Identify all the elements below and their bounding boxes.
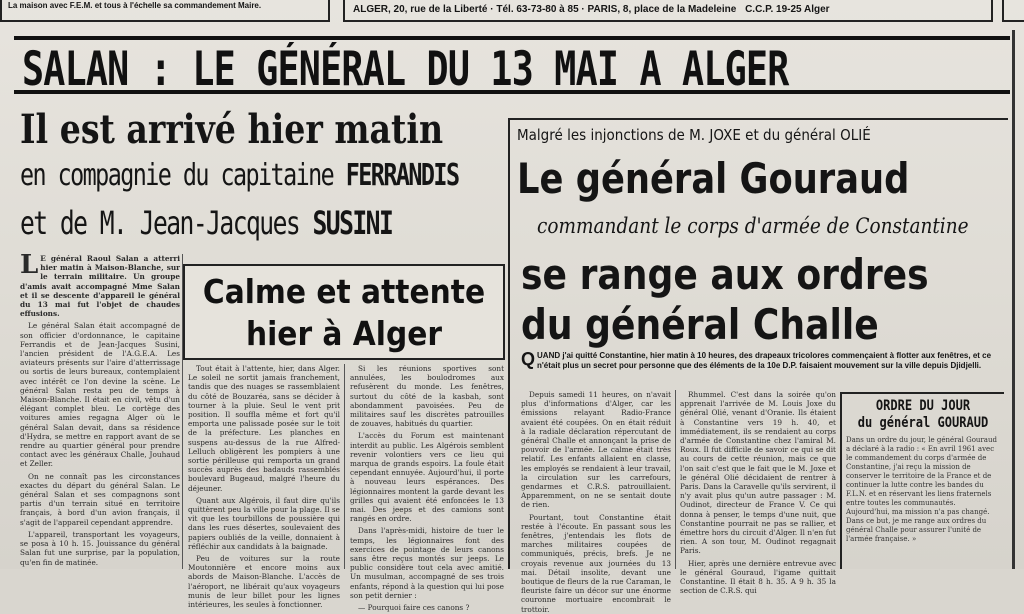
calme-headline-line-2: hier à Alger [245, 314, 443, 353]
banner-headline: SALAN : LE GÉNÉRAL DU 13 MAI A ALGER [22, 42, 789, 97]
calme-column-2 [350, 364, 504, 613]
banner-headline-box [14, 36, 1010, 97]
gouraud-lead [521, 351, 1005, 387]
calme-paragraph: L'accès du Forum est maintenant interdit au public. Les Algérois semblent revenir volontiers vers ce lieu qui marqua de grands espoirs. La foule était cependant ennuyée. Aujourd'hui, il porte à nouveau leurs espérances. Des légionnaires montent la garde devant les grilles qui avaient été enfoncées le 13 mai. Des jeeps et des camions sont rangés en ordre. [350, 431, 504, 524]
gouraud-column-1 [521, 390, 671, 614]
gouraud-column-2 [680, 390, 836, 596]
left-headline-line-3 [20, 204, 392, 242]
page-edge-rule [1012, 30, 1015, 569]
ordre-du-jour-body: Dans un ordre du jour, le général Gouraud a déclaré à la radio : « En avril 1961 avec le commandement du corps d'armée de Constantine, j'ai reçu la mission de conserver le territoire de la France et de continuer la lutte contre les bandes du F.L.N. et en réservant les liens fraternels entre toutes les communautés. Aujourd'hui, ma mission n'a pas changé. Dans ce but, je me range aux ordres du général Challe pour assurer l'unité de l'armée française. » [846, 436, 997, 543]
gouraud-paragraph: Depuis samedi 11 heures, on n'avait plus d'informations d'Alger, car les émissions relayant Radio-France avaient été coupées. On en était réduit à la radiale déclaration répercutant de général Challe et annonçant la prise de pouvoir de l'armée. Le calme était très relatif. Les enfants allaient en classe, les employés se rendaient à leur travail, la circulation sur les carrefours, gendarmes et C.R.S. patrouillaient. Apparemment, on ne se sentait doute de rien. [521, 390, 671, 510]
gouraud-headline-line-2: du général Challe [521, 300, 879, 349]
left-paragraph: L'appareil, transportant les voyageurs, se posa à 10 h. 15. Jouissance du général Salan fut une surprise, par la population, qu'en fin de matinée. [20, 529, 180, 567]
masthead-strip [0, 0, 1024, 30]
column-rule [344, 364, 345, 569]
left-headline-3-text: et de M. Jean-Jacques [20, 204, 313, 242]
left-headline-line-1: Il est arrivé hier matin [20, 106, 444, 153]
masthead-address [343, 0, 993, 22]
left-headline-3-name: SUSINI [312, 204, 393, 242]
ordre-title-line-1: ORDRE DU JOUR [875, 398, 971, 414]
gouraud-paragraph: Pourtant, tout Constantine était restée à l'écoute. En passant sous les fenêtres, j'entendais les flots de marches militaires coupées de communiqués, précis, brefs. Je ne croyais revenue aux journées du 13 mai. Détail insolite, devant une boutique de fleurs de la rue Caraman, le fleuriste faire un décor sur une énorme couronne mortuaire encombrait le trottoir. [521, 512, 671, 614]
left-paragraph: On ne connaît pas les circonstances exactes du départ du général Salan. Le général Salan et ses compagnons sont partis d'un terrain situé en territoire français, à bord d'un avion français, il s'agit de l'appareil cependant apprendre. [20, 471, 180, 527]
calme-paragraph: Si les réunions sportives sont annulées, les boulodromes aux refusèrent du monde. Les fenêtres, surtout du côté de la kasbah, sont abondamment pavoisées. Peu de militaires sauf les discrètes patrouilles de zouaves, habitués du quartier. [350, 364, 504, 429]
calme-column-1 [188, 364, 340, 610]
gouraud-subtitle: commandant le corps d'armée de Constantine [537, 214, 969, 238]
gouraud-kicker: Malgré les injonctions de M. JOXE et du général OLIÉ [517, 126, 871, 144]
left-paragraph: Le général Salan était accompagné de son officier d'ordonnance, le capitaine Ferrandis et de Jean-Jacques Susini, l'ancien président de l'A.G.E.A. Les aviateurs présents sur l'aire d'atterrissage ou sortis de leurs bureaux, contemplaient avec intérêt ce l'on devine la scène. Le général Salan resta peu de temps à Maison-Blanche. Il était en civil, vêtu d'un élégant complet bleu. Le cortège des voitures amies regagna Alger où le général Salan devait, dans sa résidence d'Hydra, se mettre en rapport avant de se rendre au quartier général pour prendre contact avec les généraux Challe, Jouhaud et Zeller. [20, 321, 180, 469]
masthead-address-text: ALGER, 20, rue de la Liberté · Tél. 63-73-80 à 85 · PARIS, 8, place de la Madeleine [353, 4, 737, 15]
masthead-left-text: La maison avec F.E.M. et tous à l'échelle sa commandement Maire. [0, 0, 330, 22]
ordre-title-line-2: du général GOURAUD [857, 415, 989, 431]
calme-paragraph: Dans l'après-midi, histoire de tuer le temps, les légionnaires font des exercices de pointage de leurs canons sans être reçus montés sur jeeps. Le public considère tout cela avec amitié. Un musulman, accompagné de ses trois enfants, répond à la question qui lui pose son petit dernier : [350, 526, 504, 600]
gouraud-drop-cap: Q [521, 349, 536, 369]
left-article-body [20, 250, 180, 569]
masthead-corner-box [1002, 0, 1024, 22]
left-lead-text: E général Raoul Salan a atterri hier matin à Maison-Blanche, sur le terrain militaire. Un groupe d'amis avait accompagné Mme Salan et il se descente d'appareil le général du 13 mai fut l'objet de chaudes effusions. [20, 254, 180, 319]
calme-paragraph: — Pourquoi faire ces canons ? [358, 603, 470, 613]
gouraud-paragraph: Hier, après une dernière entrevue avec le général Gouraud, l'igame quittait Constantine. Il était 8 h. 35. A 9 h. 35 la section de C.R.S. qui [680, 558, 836, 596]
calme-headline-box [183, 264, 505, 360]
left-drop-cap: L [20, 250, 39, 280]
gouraud-paragraph: Rhummel. C'est dans la soirée qu'on apprenait l'arrivée de M. Louis Joxe du général Olié, venant d'Oranie. Ils étaient à Constantine vers 19 h. 40, et immédiatement, ils se rendaient au corps d'armée de Constantine chez l'amiral M. Roux. Il fut difficile de savoir ce qui se dit au cours de cette réunion, mais ce que l'on sait c'est que le fait que le M. Joxe et le général Olié décidaient de rentrer à Paris. Dans la Caravelle qu'ils servirent, il n'y avait plus qu'un autre passager : M. Oudinot, directeur de France V. Ce qui donna à penser, le temps d'une nuit, que Constantine pourrait ne pas se rallier, et émettre hors du circuit d'Alger. Il n'en fut rien. A son tour, M. Oudinot regagnait Paris. [680, 390, 836, 556]
column-rule [675, 390, 676, 569]
left-headline-2-text: en compagnie du capitaine [20, 158, 346, 193]
calme-paragraph: Tout était à l'attente, hier, dans Alger. Le soleil ne sortit jamais franchement, tandis que des nuages se rassemblaient du côté de Bouzaréa, sans se décider à tourner à la pluie. Seul le vent prit position. Il souffla même et fort qu'il emporta une palissade posée sur le toit de la préfecture. Les planches en suspens au-dessus de la rue Alfred-Lelluch obligèrent les pompiers à une sortie périlleuse qui remporta un grand succès auprès des badauds rassemblés boulevard Bugeaud, malgré l'heure du déjeuner. [188, 364, 340, 493]
left-headline-line-2 [20, 158, 458, 193]
ordre-du-jour-title [854, 398, 992, 432]
calme-paragraph: Peu de voitures sur la route Moutonnière et encore moins aux abords de Maison-Blanche. L'accès de l'aéroport, ne libérait qu'aux voyageurs munis de leur billet pour les lignes intérieures, les seules à fonctionner. [188, 554, 340, 610]
gouraud-lead-text: UAND j'ai quitté Constantine, hier matin à 10 heures, des drapeaux tricolores commençaient à flotter aux fenêtres, et ce n'était plus un secret pour personne que des éléments de la 10e D.P. faisaient mouvement sur la ville depuis Djidjelli. [537, 351, 992, 370]
calme-headline-line-1: Calme et attente [202, 272, 486, 311]
left-article-lead [20, 250, 180, 319]
calme-paragraph: Quant aux Algérois, il faut dire qu'ils quittèrent peu la ville pour la plage. Il se vit que les tourbillons de poussière qui dans les rues désertes, soulevaient des papiers oubliés de la veille, donnaient à réfléchir aux candidats à la baignade. [188, 495, 340, 551]
gouraud-headline-line-1: se range aux ordres [521, 250, 929, 299]
left-headline-2-name: FERRANDIS [345, 158, 459, 193]
gouraud-title: Le général Gouraud [517, 154, 910, 203]
masthead-ccp: C.C.P. 19-25 Alger [745, 4, 830, 15]
